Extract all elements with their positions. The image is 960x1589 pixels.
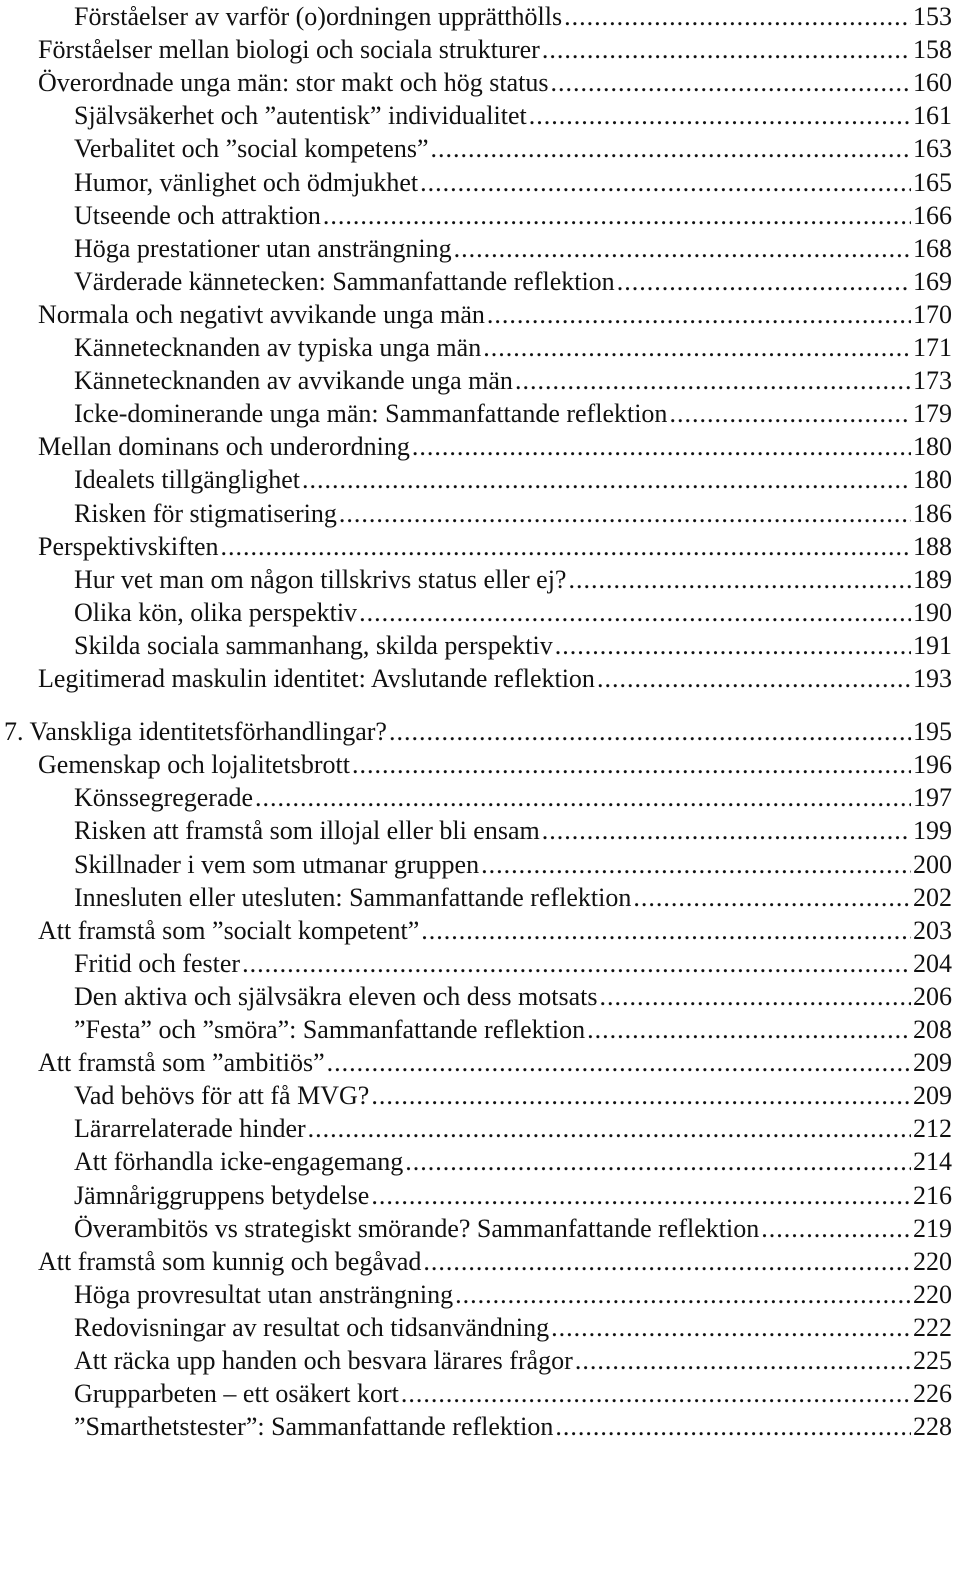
toc-entry-page: 168 (913, 233, 952, 263)
toc-entry[interactable] (74, 497, 952, 531)
toc-entry-page: 200 (913, 849, 952, 879)
toc-entry[interactable] (74, 331, 952, 365)
toc-entry[interactable] (4, 715, 952, 749)
dot-leader (555, 629, 911, 663)
toc-entry[interactable] (74, 848, 952, 882)
toc-entry[interactable] (74, 0, 952, 34)
toc-entry-title: Gemenskap och lojalitetsbrott (38, 750, 350, 780)
toc-entry-title: Innesluten eller utesluten: Sammanfattande reflektion (74, 882, 632, 912)
toc-entry-title: Perspektivskiften (38, 531, 219, 561)
toc-entry-title: Kännetecknanden av typiska unga män (74, 333, 482, 362)
toc-entry-title: Könssegregerade (74, 783, 254, 813)
toc-entry-page: 158 (913, 35, 952, 65)
toc-entry[interactable] (74, 132, 952, 166)
toc-entry-title: Normala och negativt avvikande unga män (38, 299, 485, 329)
toc-entry-title: Hur vet man om någon tillskrivs status eller ej? (74, 564, 567, 594)
dot-leader (401, 1377, 911, 1411)
toc-entry[interactable] (74, 397, 952, 431)
toc-entry-page: 163 (913, 134, 952, 164)
toc-entry-page: 180 (913, 465, 952, 495)
toc-entry-title: Överambitös vs strategiskt smörande? Sammanfattande reflektion (74, 1213, 760, 1243)
toc-entry-page: 228 (913, 1412, 952, 1442)
dot-leader (242, 947, 911, 981)
toc-entry-page: 206 (913, 981, 952, 1011)
toc-entry[interactable] (38, 748, 952, 782)
toc-entry[interactable] (38, 662, 952, 696)
dot-leader (323, 199, 911, 233)
toc-entry[interactable] (74, 814, 952, 848)
toc-entry-title: Mellan dominans och underordning (38, 432, 410, 462)
toc-entry-page: 196 (913, 750, 952, 780)
toc-entry-page: 189 (913, 564, 952, 594)
toc-entry-title: Icke-dominerande unga män: Sammanfattande reflektion (74, 399, 668, 429)
toc-entry-page: 214 (913, 1147, 952, 1177)
dot-leader (389, 715, 911, 749)
dot-leader (564, 0, 911, 34)
dot-leader (555, 1410, 911, 1444)
toc-entry-title: ”Festa” och ”smöra”: Sammanfattande reflektion (74, 1015, 586, 1044)
toc-entry-title: Den aktiva och självsäkra eleven och dess motsats (74, 981, 598, 1011)
toc-entry-page: 209 (913, 1081, 952, 1111)
toc-entry[interactable] (74, 629, 952, 663)
dot-leader (597, 662, 911, 696)
toc-entry-page: 225 (913, 1346, 952, 1375)
toc-entry[interactable] (74, 1377, 952, 1411)
toc-entry-title: Humor, vänlighet och ödmjukhet (74, 167, 419, 197)
dot-leader (352, 748, 911, 782)
toc-entry-title: 7. Vanskliga identitetsförhandlingar? (4, 717, 387, 747)
toc-entry[interactable] (74, 265, 952, 299)
toc-entry-page: 170 (913, 299, 952, 329)
toc-entry-title: Redovisningar av resultat och tidsanvändning (74, 1312, 550, 1342)
toc-entry[interactable] (38, 33, 952, 67)
toc-entry-page: 199 (913, 816, 952, 846)
dot-leader (761, 1212, 911, 1246)
toc-entry-title: Lärarrelaterade hinder (74, 1114, 306, 1144)
toc-entry[interactable] (38, 530, 952, 564)
dot-leader (423, 1245, 911, 1279)
toc-entry-title: Att framstå som kunnig och begåvad (38, 1246, 422, 1276)
toc-entry[interactable] (74, 1278, 952, 1312)
toc-entry-title: Kännetecknanden av avvikande unga män (74, 366, 513, 396)
toc-entry-title: Att förhandla icke-engagemang (74, 1147, 404, 1177)
toc-entry-title: Risken för stigmatisering (74, 498, 337, 528)
toc-entry-page: 209 (913, 1048, 952, 1078)
toc-entry-title: Utseende och attraktion (74, 200, 321, 230)
dot-leader (551, 66, 912, 100)
toc-entry-title: Självsäkerhet och ”autentisk” individualitet (74, 101, 527, 131)
toc-entry[interactable] (74, 1410, 952, 1444)
toc-entry[interactable] (74, 1013, 952, 1047)
dot-leader (455, 1278, 911, 1312)
toc-entry[interactable] (74, 1179, 952, 1213)
toc-entry-page: 219 (913, 1213, 952, 1243)
dot-leader (551, 1311, 911, 1345)
toc-entry-title: Höga provresultat utan ansträngning (74, 1279, 454, 1309)
toc-entry-page: 202 (913, 882, 952, 912)
dot-leader (542, 33, 911, 67)
dot-leader (421, 914, 911, 948)
dot-leader (327, 1046, 911, 1080)
toc-entry-title: Skillnader i vem som utmanar gruppen (74, 849, 480, 879)
toc-entry[interactable] (74, 199, 952, 233)
toc-entry[interactable] (38, 1046, 952, 1080)
toc-entry-title: Grupparbeten – ett osäkert kort (74, 1379, 399, 1409)
dot-leader (255, 781, 911, 815)
toc-entry-page: 208 (913, 1015, 952, 1044)
toc-entry-page: 204 (913, 948, 952, 978)
toc-entry-page: 191 (913, 630, 952, 660)
dot-leader (542, 814, 911, 848)
dot-leader (633, 881, 911, 915)
toc-entry[interactable] (74, 563, 952, 597)
toc-entry[interactable] (38, 914, 952, 948)
dot-leader (359, 596, 911, 630)
toc-entry-title: ”Smarthetstester”: Sammanfattande reflektion (74, 1412, 554, 1442)
dot-leader (669, 397, 911, 431)
dot-leader (483, 331, 911, 365)
toc-entry[interactable] (74, 364, 952, 398)
dot-leader (405, 1145, 911, 1179)
toc-entry[interactable] (74, 1112, 952, 1146)
toc-entry-title: Att räcka upp handen och besvara lärares frågor (74, 1346, 573, 1375)
toc-entry-page: 173 (913, 366, 952, 396)
dot-leader (221, 530, 911, 564)
toc-entry-title: Legitimerad maskulin identitet: Avslutande reflektion (38, 664, 595, 693)
dot-leader (515, 364, 911, 398)
toc-entry-title: Höga prestationer utan ansträngning (74, 233, 452, 263)
toc-entry[interactable] (74, 980, 952, 1014)
dot-leader (339, 497, 911, 531)
toc-entry-page: 195 (913, 717, 952, 747)
toc-entry-page: 197 (913, 783, 952, 813)
toc-entry-title: Verbalitet och ”social kompetens” (74, 134, 429, 164)
toc-entry[interactable] (74, 1311, 952, 1345)
toc-entry[interactable] (74, 781, 952, 815)
toc-entry[interactable] (38, 298, 952, 332)
dot-leader (371, 1079, 911, 1113)
toc-entry-title: Förståelser mellan biologi och sociala strukturer (38, 35, 540, 65)
toc-entry-title: Jämnåriggruppens betydelse (74, 1180, 370, 1210)
toc-entry-page: 186 (913, 498, 952, 528)
toc-entry-page: 203 (913, 915, 952, 945)
toc-entry-page: 193 (913, 664, 952, 693)
toc-entry-page: 160 (913, 68, 952, 98)
dot-leader (420, 166, 911, 200)
toc-entry-page: 179 (913, 399, 952, 429)
toc-entry-page: 153 (913, 2, 952, 31)
dot-leader (568, 563, 911, 597)
dot-leader (430, 132, 911, 166)
toc-entry-page: 165 (913, 167, 952, 197)
toc-entry-page: 190 (913, 597, 952, 627)
toc-entry[interactable] (74, 99, 952, 133)
dot-leader (454, 232, 911, 266)
toc-entry[interactable] (74, 232, 952, 266)
dot-leader (575, 1344, 911, 1378)
toc-entry[interactable] (74, 1344, 952, 1378)
toc-entry[interactable] (74, 1145, 952, 1179)
dot-leader (587, 1013, 911, 1047)
dot-leader (529, 99, 911, 133)
toc-entry-page: 161 (913, 101, 952, 131)
toc-entry-page: 166 (913, 200, 952, 230)
toc-entry-page: 171 (913, 333, 952, 362)
toc-entry-page: 216 (913, 1180, 952, 1210)
toc-entry-title: Fritid och fester (74, 948, 241, 978)
toc-entry-page: 222 (913, 1312, 952, 1342)
toc-entry-title: Risken att framstå som illojal eller bli ensam (74, 816, 540, 846)
toc-entry-title: Idealets tillgänglighet (74, 465, 300, 495)
dot-leader (371, 1179, 911, 1213)
toc-entry[interactable] (74, 1212, 952, 1246)
dot-leader (599, 980, 911, 1014)
toc-entry-page: 188 (913, 531, 952, 561)
toc-entry[interactable] (74, 1079, 952, 1113)
toc-entry-page: 226 (913, 1379, 952, 1409)
toc-entry-page: 212 (913, 1114, 952, 1144)
toc-entry-page: 220 (913, 1279, 952, 1309)
toc-entry-title: Överordnade unga män: stor makt och hög status (38, 68, 549, 98)
toc-entry-title: Olika kön, olika perspektiv (74, 597, 358, 627)
toc-entry[interactable] (74, 596, 952, 630)
toc-entry[interactable] (74, 463, 952, 497)
dot-leader (481, 848, 911, 882)
toc-entry-title: Vad behövs för att få MVG? (74, 1081, 370, 1111)
dot-leader (302, 463, 911, 497)
toc-entry-title: Att framstå som ”ambitiös” (38, 1048, 325, 1078)
toc-entry-title: Att framstå som ”socialt kompetent” (38, 915, 420, 945)
dot-leader (617, 265, 911, 299)
toc-entry-title: Förståelser av varför (o)ordningen upprätthölls (74, 2, 563, 31)
toc-entry[interactable] (38, 430, 952, 464)
toc-entry[interactable] (74, 881, 952, 915)
toc-entry-page: 220 (913, 1246, 952, 1276)
dot-leader (487, 298, 911, 332)
toc-entry[interactable] (38, 1245, 952, 1279)
toc-entry[interactable] (74, 947, 952, 981)
toc-entry-title: Skilda sociala sammanhang, skilda perspektiv (74, 630, 553, 660)
dot-leader (308, 1112, 911, 1146)
toc-entry-page: 180 (913, 432, 952, 462)
toc-entry[interactable] (74, 166, 952, 200)
toc-entry[interactable] (38, 66, 952, 100)
toc-entry-title: Värderade kännetecken: Sammanfattande reflektion (74, 266, 615, 296)
dot-leader (412, 430, 911, 464)
toc-entry-page: 169 (913, 266, 952, 296)
